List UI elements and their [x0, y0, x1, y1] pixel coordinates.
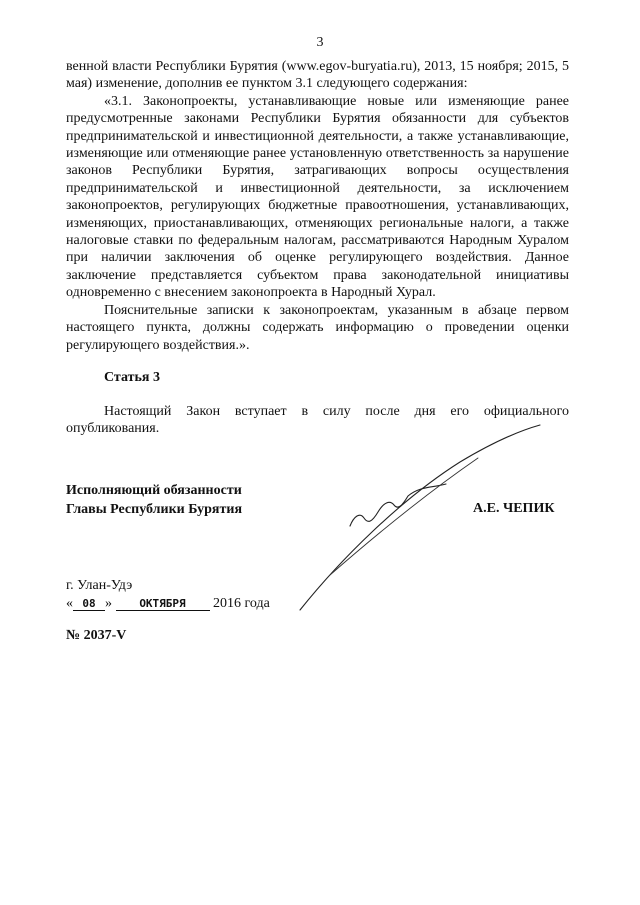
date-open-quote: «	[66, 596, 73, 611]
law-number: № 2037-V	[66, 628, 127, 643]
paragraph-continuation: венной власти Республики Бурятия (www.egov-buryatia.ru), 2013, 15 ноября; 2015, 5 мая) изменение, дополнив ее пунктом 3.1 следующего содержания:	[66, 59, 569, 92]
signer-name: А.Е. ЧЕПИК	[473, 501, 555, 516]
paragraph-clause-3-1: «3.1. Законопроекты, устанавливающие новые или изменяющие ранее предусмотренные законами Республики Бурятия обязанности для субъектов предпринимательской и инвестиционной деятельности, а также устанавливающие, изменяющие или отменяющие ранее установленную ответственность за нарушение законов Республики Бурятия, затрагивающих вопросы осуществления предпринимательской и инвестиционной деятельности, за исключением законопроектов, регулирующих бюджетные правоотношения, устанавливающих, изменяющих, приостанавливающих, отменяющих региональные налоги, а также налоговые ставки по федеральным налогам, рассматриваются Народным Хуралом при наличии заключения об оценке регулирующего воздействия. Данное заключение представляется субъектом права законодательной инициативы одновременно с внесением законопроекта в Народный Хурал.	[66, 93, 569, 301]
signing-date	[66, 596, 270, 612]
date-close-quote: »	[105, 596, 112, 611]
page-number: 3	[316, 35, 324, 50]
date-month: ОКТЯБРЯ	[116, 597, 210, 611]
paragraph-explanatory-notes: Пояснительные записки к законопроектам, указанным в абзаце первом настоящего пункта, должны содержать информацию о проведении оценки регулирующего воздействия.».	[66, 302, 569, 353]
document-body	[66, 58, 569, 354]
signer-title-line-2: Главы Республики Бурятия	[66, 501, 243, 517]
date-year: 2016 года	[213, 596, 270, 611]
date-day: 08	[73, 597, 105, 611]
article-heading: Статья 3	[104, 370, 160, 385]
place-of-signing: г. Улан-Удэ	[66, 578, 133, 593]
signer-title-line-1: Исполняющий обязанности	[66, 483, 242, 498]
article-text: Настоящий Закон вступает в силу после дня его официального опубликования.	[66, 404, 569, 437]
signer-title	[66, 482, 242, 519]
